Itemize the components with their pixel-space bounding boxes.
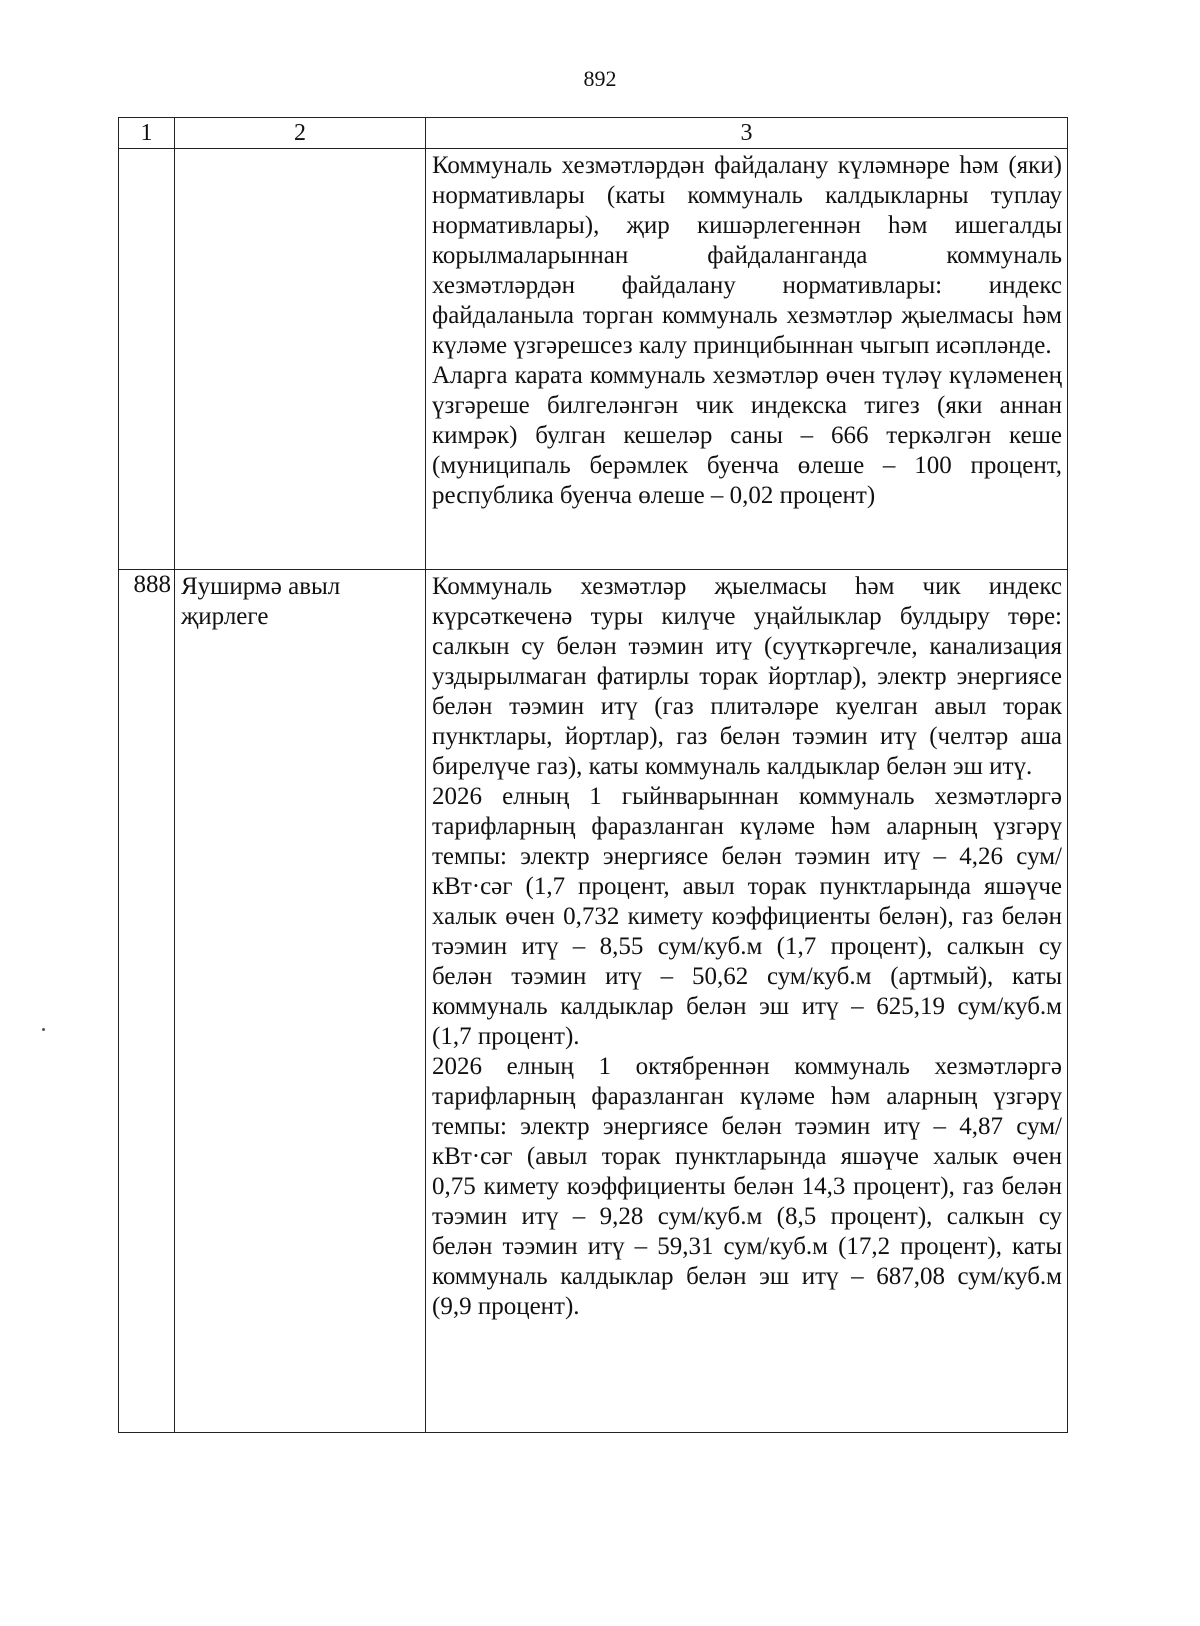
settlement-name-cell [175, 149, 426, 570]
page-number: 892 [583, 66, 617, 91]
column-header-3: 3 [426, 118, 1068, 149]
description-cell [426, 149, 1068, 570]
scan-speck [42, 1028, 45, 1031]
column-header-1: 1 [119, 118, 175, 149]
paragraph: Коммуналь хезмәтләр җыелмасы һәм чик индекс күрсәткеченә туры килүче уңайлыклар булдыру төре: салкын су белән тәэмин итү (суүткәргечле, канализация уздырылмаган фатирлы торак йортлар), электр энергиясе белән тәэмин итү (газ плитәләре куелган авыл торак пунктлары, йортлар), газ белән тәэмин итү (челтәр аша бирелүче газ), каты коммуналь калдыклар белән эш итү. [432, 573, 1062, 780]
table-row [119, 149, 1068, 570]
data-table [118, 117, 1068, 1433]
paragraph: 2026 елның 1 гыйнварыннан коммуналь хезмәтләргә тарифларның фаразланган күләме һәм аларның үзгәрү темпы: электр энергиясе белән тәэмин итү – 4,26 сум/кВт·сәг (1,7 процент, авыл торак пунктларында яшәүче халык өчен 0,732 кимету коэффициенты белән), газ белән тәэмин итү – 8,55 сум/куб.м (1,7 процент), салкын су белән тәэмин итү – 50,62 сум/куб.м (артмый), каты коммуналь калдыклар белән эш итү – 625,19 сум/куб.м (1,7 процент). [432, 783, 1062, 1050]
paragraph: 2026 елның 1 октябреннән коммуналь хезмәтләргә тарифларның фаразланган күләме һәм аларның үзгәрү темпы: электр энергиясе белән тәэмин итү – 4,87 сум/кВт·сәг (авыл торак пунктларында яшәүче халык өчен 0,75 кимету коэффициенты белән 14,3 процент), газ белән тәэмин итү – 9,28 сум/куб.м (8,5 процент), салкын су белән тәэмин итү – 59,31 сум/куб.м (17,2 процент), каты коммуналь калдыклар белән эш итү – 687,08 сум/куб.м (9,9 процент). [432, 1053, 1062, 1320]
table-header-row [119, 118, 1068, 149]
settlement-name-cell: Яуширмә авыл җирлеге [175, 570, 426, 1433]
row-number-cell [119, 149, 175, 570]
paragraph: Коммуналь хезмәтләрдән файдалану күләмнәре һәм (яки) нормативлары (каты коммуналь калдыкларны туплау нормативлары), җир кишәрлегеннән һәм ишегалды корылмаларыннан файдаланганда коммуналь хезмәтләрдән файдалану нормативлары: индекс файдаланыла торган коммуналь хезмәтләр җыелмасы һәм күләме үзгәрешсез калу принцибыннан чыгып исәпләнде. [432, 152, 1062, 359]
column-header-2: 2 [175, 118, 426, 149]
table-row [119, 570, 1068, 1433]
row-number-cell: 888 [119, 570, 175, 1433]
paragraph: Аларга карата коммуналь хезмәтләр өчен түләү күләменең үзгәреше билгеләнгән чик индекска тигез (яки аннан кимрәк) булган кешеләр саны – 666 теркәлгән кеше (муниципаль берәмлек буенча өлеше – 100 процент, республика буенча өлеше – 0,02 процент) [432, 362, 1062, 509]
description-cell [426, 570, 1068, 1433]
